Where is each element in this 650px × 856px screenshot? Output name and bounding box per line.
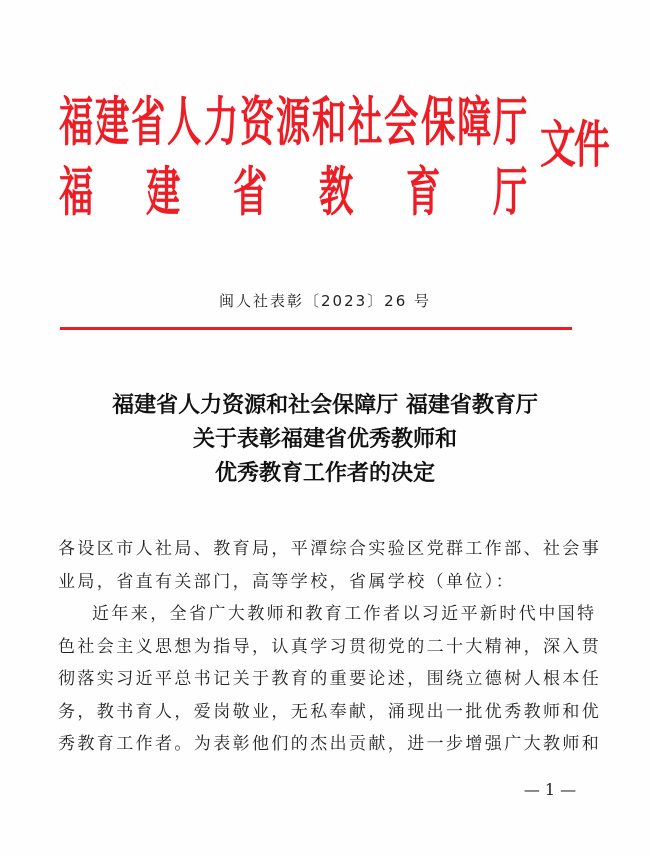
red-divider-rule [60,327,572,330]
issuer-char: 福 [58,161,94,223]
issuer-char: 建 [95,91,130,153]
document-title [0,388,650,490]
addressee-line: 业局，省直有关部门，高等学校，省属学校（单位）： [58,571,516,592]
issuer-char: 省 [232,161,267,223]
title-line-1: 福建省人力资源和社会保障厅 福建省教育厅 [112,392,538,418]
addressee-line: 各设区市人社局、教育局，平潭综合实验区党群工作部、社会事 [58,539,602,559]
issuer-char: 力 [203,91,238,153]
paragraph-line: 色社会主义思想为指导，认真学习贯彻党的二十大精神，深入贯 [58,636,602,657]
issuer-line-education [55,161,528,224]
issuer-char: 人 [167,91,202,153]
issuer-char: 资 [239,91,275,153]
issuer-char: 福 [58,91,94,153]
page-number: — 1 — [523,780,577,799]
document-body [58,533,602,761]
paragraph-line: 彻落实习近平总书记关于教育的重要论述，围绕立德树人根本任 [58,669,602,689]
issuer-line-hrss [55,91,528,154]
title-line-2: 关于表彰福建省优秀教师和 [192,426,457,452]
issuer-char: 厅 [492,91,528,153]
issuer-char: 教 [319,161,354,223]
issuer-char: 社 [348,91,383,153]
document-type-label: 文件 [540,115,609,174]
document-number: 闽人社表彰〔2023〕26 号 [218,292,432,310]
issuer-char: 和 [312,91,347,153]
paragraph-line: 务，教书育人，爱岗敬业，无私奉献，涌现出一批优秀教师和优 [58,701,602,722]
title-line-3: 优秀教育工作者的决定 [214,460,435,486]
issuer-char: 建 [145,161,181,223]
issuer-char: 厅 [492,161,528,223]
issuer-char: 会 [384,91,419,153]
paragraph-line: 近年来，全省广大教师和教育工作者以习近平新时代中国特 [92,604,597,624]
issuer-char: 障 [456,91,491,153]
issuer-char: 省 [131,91,166,153]
issuer-char: 源 [275,91,311,153]
paragraph-line: 秀教育工作者。为表彰他们的杰出贡献，进一步增强广大教师和 [58,734,602,754]
issuer-char: 育 [406,161,441,223]
issuer-char: 保 [420,91,455,153]
